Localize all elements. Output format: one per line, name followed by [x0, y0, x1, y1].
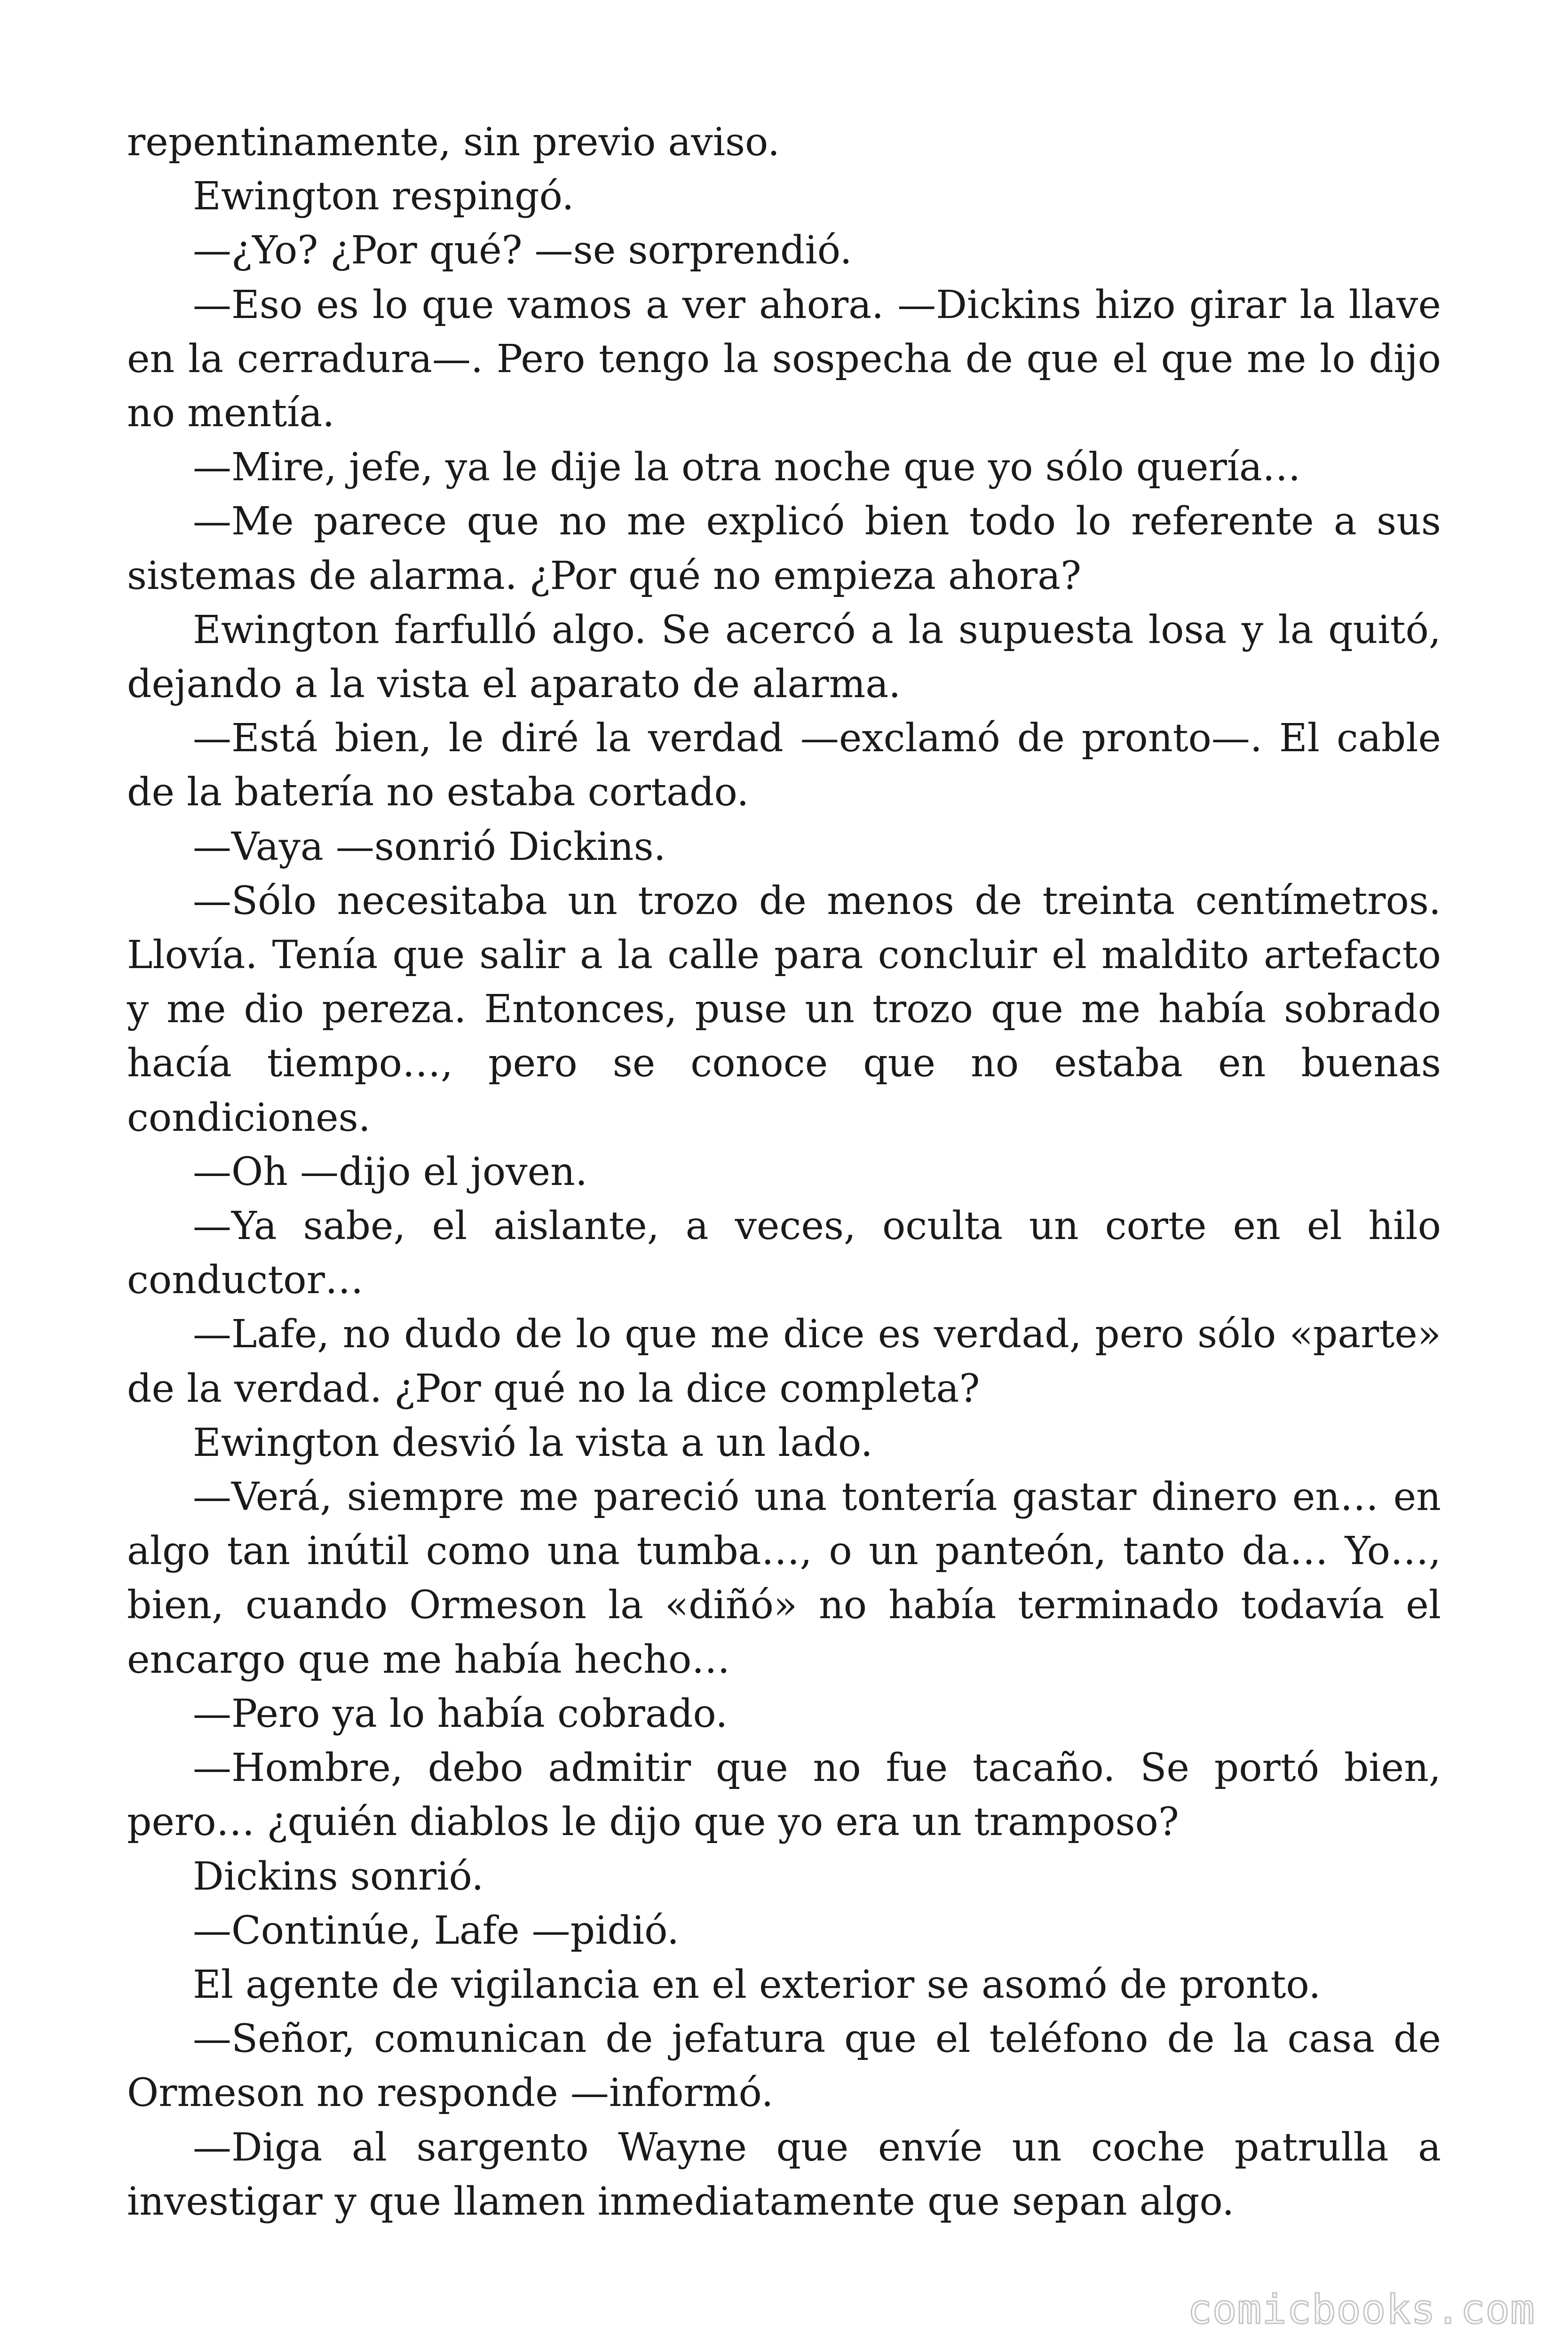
paragraph-11: —Oh —dijo el joven.: [193, 1149, 588, 1194]
page-body: [127, 115, 1441, 2224]
paragraph-9: —Vaya —sonrió Dickins.: [193, 824, 666, 869]
paragraph-6: —Me parece que no me explicó bien todo lo referente a sus sistemas de alarma. ¿Por qué no empieza ahora?: [127, 499, 1441, 598]
paragraph-15: —Verá, siempre me pareció una tontería gastar dinero en… en algo tan inútil como una tumba…, o un panteón, tanto da… Yo…, bien, cuando Ormeson la «diñó» no había terminado todavía el encargo que me había hecho…: [127, 1475, 1441, 1682]
watermark-logo: comicbooks.com: [1188, 2286, 1535, 2333]
paragraph-18: Dickins sonrió.: [193, 1854, 484, 1899]
paragraph-19: —Continúe, Lafe —pidió.: [193, 1908, 680, 1953]
paragraph-13: —Lafe, no dudo de lo que me dice es verdad, pero sólo «parte» de la verdad. ¿Por qué no la dice completa?: [127, 1312, 1441, 1411]
paragraph-1: repentinamente, sin previo aviso.: [127, 120, 780, 165]
paragraph-2: Ewington respingó.: [193, 174, 574, 219]
paragraph-21: —Señor, comunican de jefatura que el teléfono de la casa de Ormeson no responde —informó.: [127, 2017, 1441, 2116]
paragraph-7: Ewington farfulló algo. Se acercó a la supuesta losa y la quitó, dejando a la vista el aparato de alarma.: [127, 607, 1441, 707]
paragraph-10: —Sólo necesitaba un trozo de menos de treinta centímetros. Llovía. Tenía que salir a la calle para concluir el maldito artefacto y me dio pereza. Entonces, puse un trozo que me había sobrado hacía tiempo…, pero se conoce que no estaba en buenas condiciones.: [127, 878, 1441, 1140]
paragraph-16: —Pero ya lo había cobrado.: [193, 1691, 728, 1736]
paragraph-22: —Diga al sargento Wayne que envíe un coche patrulla a investigar y que llamen inmediatamente que sepan algo.: [127, 2125, 1441, 2224]
paragraph-8: —Está bien, le diré la verdad —exclamó de pronto—. El cable de la batería no estaba cortado.: [127, 716, 1441, 815]
paragraph-17: —Hombre, debo admitir que no fue tacaño. Se portó bien, pero… ¿quién diablos le dijo que yo era un tramposo?: [127, 1746, 1441, 1845]
paragraph-3: —¿Yo? ¿Por qué? —se sorprendió.: [193, 228, 852, 273]
paragraph-14: Ewington desvió la vista a un lado.: [193, 1420, 873, 1465]
paragraph-20: El agente de vigilancia en el exterior se asomó de pronto.: [193, 1962, 1321, 2007]
paragraph-12: —Ya sabe, el aislante, a veces, oculta un corte en el hilo conductor…: [127, 1204, 1441, 1303]
paragraph-5: —Mire, jefe, ya le dije la otra noche que yo sólo quería…: [193, 445, 1301, 490]
paragraph-4: —Eso es lo que vamos a ver ahora. —Dickins hizo girar la llave en la cerradura—. Pero tengo la sospecha de que el que me lo dijo no mentía.: [127, 282, 1441, 436]
